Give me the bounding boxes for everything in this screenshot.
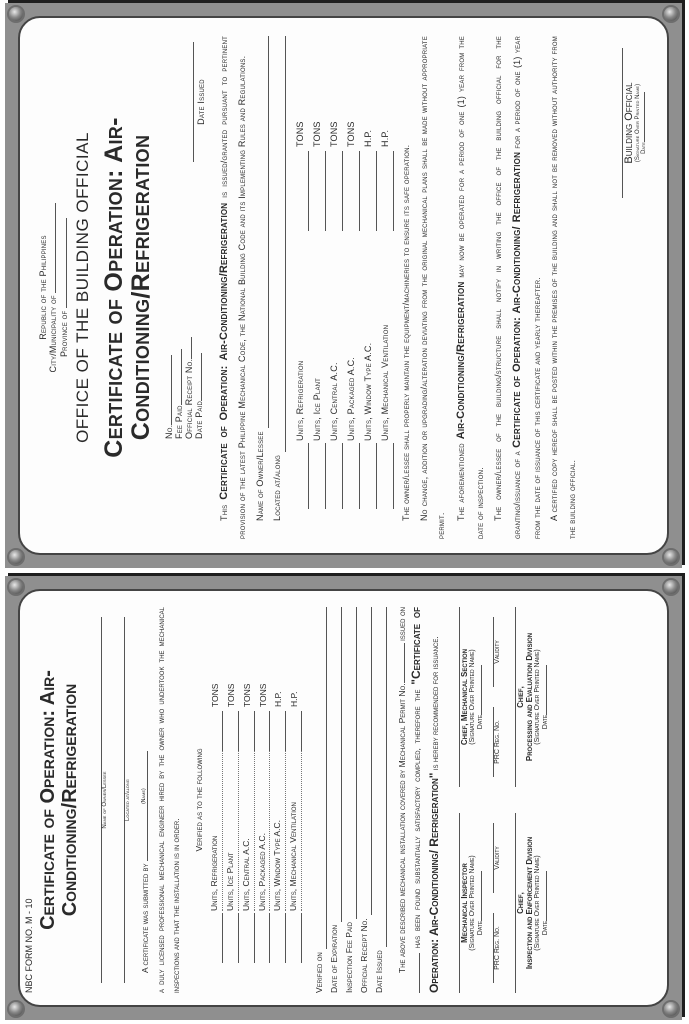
unit-capacity-field[interactable] [342, 151, 343, 231]
signatory-title: Chief, Mechanical Section [460, 648, 470, 746]
signatory-title: Chief, [515, 686, 525, 708]
owner-label: Name of Owner/Lessee [254, 431, 265, 521]
unit-row [377, 36, 394, 509]
province-field[interactable] [66, 218, 67, 308]
mechanical-inspector-signature [459, 813, 502, 993]
unit-label: Units, Central A.C. [328, 362, 339, 441]
unit-count-field[interactable] [238, 913, 239, 963]
unit-label: Units, Packaged A.C. [345, 356, 356, 441]
building-official-signature [622, 48, 647, 198]
building-official-date-field[interactable] [644, 92, 645, 142]
signatory-sub: (Signature Over Printed Name) [533, 649, 541, 745]
unit-label: Units, Mechanical Ventilation [286, 751, 302, 911]
unit-capacity-field[interactable] [285, 711, 286, 751]
verified-on-field[interactable] [312, 607, 327, 949]
signatory-sub: (Signature Over Printed Name) [533, 855, 541, 951]
located-label: Located at/along [271, 455, 282, 521]
fee-paid-label: Fee Paid [174, 405, 185, 439]
chief-mechanical-section-signature [459, 607, 502, 787]
conditions-text [398, 36, 581, 539]
units-list [292, 36, 395, 509]
official-receipt-label: Official Receipt No. [358, 918, 369, 993]
unit-measure: H.P. [273, 691, 284, 707]
date-of-expiration-label: Date of Expiration [329, 925, 340, 993]
signatory-date-field[interactable] [481, 871, 482, 921]
unit-capacity-field[interactable] [308, 151, 309, 231]
city-field[interactable] [55, 203, 56, 293]
official-receipt-label: Official Receipt No. [184, 358, 195, 439]
signatory-date-label: Date [477, 920, 485, 936]
recommendation-text-a: The above described mechanical installation covered by Mechanical Permit No. [396, 683, 407, 973]
signatory-sub: (Signature Over Printed Name) [469, 649, 477, 745]
unit-capacity-field[interactable] [301, 711, 302, 751]
unit-row [207, 607, 223, 963]
title-line-2: Conditioning/Refrigeration [127, 134, 156, 441]
owner-block [101, 607, 110, 993]
intro-paragraph [214, 36, 252, 539]
recommendation-sheet [18, 589, 669, 1007]
city-label: City/Municipality of [48, 295, 59, 373]
condition-renewal: The owner/lessee of the building/structure shall notify in writing the office of the building official for the granting/issuance of a Certificate of Operation: Air-Conditioning/ Refrigeration for a period of one (1) year from the date of issuance of this certificate and yearly thereafter. [492, 35, 542, 539]
chief-processing-evaluation-signature [515, 607, 550, 787]
unit-capacity-field[interactable] [269, 711, 270, 751]
unit-label: Units, Refrigeration [207, 751, 223, 911]
condition-posting: A certified copy hereof shall be posted within the premises of the building and shall not be removed without authority from the building official. [549, 36, 577, 539]
located-block [124, 607, 133, 993]
no-label: No. [164, 424, 175, 439]
date-issued-label: Date Issued [196, 79, 207, 125]
verified-heading: Verified as to the following [194, 748, 205, 852]
unit-capacity-field[interactable] [222, 711, 223, 751]
unit-capacity-field[interactable] [238, 711, 239, 751]
unit-measure: TONS [209, 683, 220, 707]
unit-count-field[interactable] [308, 443, 309, 509]
located-field[interactable] [269, 36, 286, 452]
validity-label: Validity [493, 823, 502, 893]
signatories-row-1 [459, 607, 502, 993]
unit-row [286, 607, 302, 963]
recommendation-text-b: issued on [396, 607, 407, 641]
owner-field[interactable] [252, 36, 269, 428]
signatory-date-field[interactable] [546, 871, 547, 921]
unit-measure: TONS [294, 121, 305, 147]
province-label: Province of [58, 310, 69, 358]
unit-capacity-field[interactable] [393, 151, 394, 231]
unit-measure: TONS [257, 683, 268, 707]
unit-count-field[interactable] [393, 443, 394, 509]
name-hint: (Name) [141, 788, 148, 804]
unit-capacity-field[interactable] [359, 151, 360, 231]
signatory-division: Processing and Evaluation Division [524, 632, 534, 762]
date-issued-label: Date Issued [373, 950, 384, 993]
unit-row [343, 36, 360, 509]
date-issued-field[interactable] [372, 607, 387, 947]
building-official-date-label: Date [641, 142, 647, 154]
condition-validity: The aforementioned Air-Conditioning/Refrigeration may now be operated for a period of one (1) year from the date of inspection. [454, 36, 486, 539]
signatory-sub: (Signature Over Printed Name) [469, 855, 477, 951]
unit-measure: TONS [328, 121, 339, 147]
unit-measure: H.P. [380, 129, 391, 147]
certificate-panel [5, 3, 682, 568]
unit-label: Units, Packaged A.C. [255, 751, 271, 911]
located-label: Located at/along [124, 779, 131, 821]
certificate-meta [165, 36, 207, 539]
issued-on-field[interactable] [419, 953, 420, 993]
inspection-fee-paid-label: Inspection Fee Paid [343, 922, 354, 993]
condition-maintenance: The owner/lessee shall properly maintain the equipment/machineries to ensure its safe operation. [401, 144, 412, 521]
unit-row [292, 36, 309, 509]
unit-row [360, 36, 377, 509]
unit-measure: H.P. [289, 691, 300, 707]
building-official-sub: (Signature Over Printed Name) [635, 83, 641, 163]
unit-count-field[interactable] [285, 913, 286, 963]
recommendation-panel [5, 576, 682, 1020]
unit-measure: TONS [241, 683, 252, 707]
unit-count-field[interactable] [325, 443, 326, 509]
inspection-fee-paid-field[interactable] [342, 607, 357, 919]
signatory-date-field[interactable] [546, 665, 547, 715]
recommendation-cert-name: "Certificate of Operation: Air-Conditioning/ Refrigeration" [409, 607, 442, 993]
signatories-row-2 [515, 607, 550, 993]
prc-reg-label: PRC Reg. No. [493, 707, 502, 777]
recommendation-paragraph [397, 607, 444, 993]
engineer-name-field[interactable] [141, 751, 148, 861]
unit-label: Units, Ice Plant [311, 377, 322, 441]
unit-row [223, 607, 239, 963]
unit-label: Units, Central A.C. [239, 751, 255, 911]
unit-count-field[interactable] [254, 913, 255, 963]
chief-inspection-enforcement-signature [515, 813, 550, 993]
fee-paid-field[interactable] [181, 349, 182, 405]
unit-count-field[interactable] [222, 913, 223, 963]
signatory-title: Mechanical Inspector [460, 863, 470, 943]
unit-measure: TONS [311, 121, 322, 147]
title-line-2: Conditioning/Refrigeration [58, 683, 81, 917]
official-receipt-field[interactable] [357, 607, 372, 915]
recommendation-text-c: has been found substantially satisfactory complied, therefore the [412, 689, 423, 949]
unit-row [255, 607, 271, 963]
title-line-1: Certificate of Operation: Air- [100, 117, 129, 458]
unit-row [309, 36, 326, 509]
date-issued-field[interactable] [193, 42, 194, 162]
unit-capacity-field[interactable] [254, 711, 255, 751]
unit-capacity-field[interactable] [376, 151, 377, 231]
intro-this: This [218, 504, 229, 521]
unit-row [270, 607, 286, 963]
unit-count-field[interactable] [301, 913, 302, 963]
recommendation-text-e: is hereby recommended for issuance. [430, 636, 441, 771]
intro-cert-name: Certificate of Operation: Air-Conditioning/Refrigeration [217, 202, 230, 500]
unit-row [326, 36, 343, 509]
date-of-expiration-field[interactable] [327, 607, 342, 922]
building-official-title: Building Official [623, 82, 635, 164]
unit-label: Units, Ice Plant [223, 751, 239, 911]
condition-no-change: No change, addition or upgrading/alteration deviating from the original mechanical plans shall be made without appropriate permit. [418, 36, 447, 539]
unit-count-field[interactable] [376, 443, 377, 509]
certificate-title [101, 36, 155, 539]
unit-capacity-field[interactable] [325, 151, 326, 231]
permit-no-field[interactable] [404, 643, 405, 683]
unit-label: Units, Refrigeration [294, 360, 305, 441]
engineer-text: a duly licensed professional mechanical engineer hired by the owner who undertook the mechanical inspections and that the installation is in order. [155, 607, 182, 993]
owner-label: Name of Owner/Lessee [102, 771, 109, 829]
certificate-header [38, 36, 69, 539]
official-receipt-field[interactable] [191, 337, 192, 359]
verified-on-label: Verified on [314, 952, 325, 993]
unit-row [239, 607, 255, 963]
date-paid-label: Date Paid [193, 400, 204, 439]
unit-measure: TONS [225, 683, 236, 707]
republic-label: Republic of the Philippines [38, 235, 48, 340]
certificate-sheet [18, 16, 669, 555]
date-paid-field[interactable] [201, 353, 202, 401]
signatory-date-label: Date [477, 714, 485, 730]
unit-measure: H.P. [363, 129, 374, 147]
intro-rest: is issued/granted pursuant to pertinent provision of the latest Philippine Mechanical Code, the National Building Code and its Implementing Rules and Regulations. [218, 35, 248, 539]
submitted-by-label: A certificate was submitted by [140, 863, 151, 973]
unit-count-field[interactable] [359, 443, 360, 509]
verified-units-list [207, 607, 302, 963]
office-title: OFFICE OF THE BUILDING OFFICIAL [73, 132, 93, 443]
unit-count-field[interactable] [342, 443, 343, 509]
signatory-date-label: Date [541, 714, 549, 730]
no-field[interactable] [171, 355, 172, 425]
signatory-date-field[interactable] [481, 665, 482, 715]
unit-label: Units, Window Type A.C. [270, 751, 286, 911]
unit-label: Units, Mechanical Ventilation [380, 324, 391, 441]
signatory-division: Inspection and Enforcement Division [524, 836, 534, 970]
validity-label: Validity [493, 617, 502, 687]
prc-reg-label: PRC Reg. No. [493, 913, 502, 983]
title-line-1: Certificate of Operation: Air- [37, 670, 60, 930]
verification-fields [312, 607, 386, 993]
unit-label: Units, Window Type A.C. [363, 342, 374, 441]
signatory-date-label: Date [541, 920, 549, 936]
form-number: NBC FORM NO. M - 10 [24, 898, 34, 993]
unit-count-field[interactable] [269, 913, 270, 963]
signatory-title: Chief, [515, 892, 525, 914]
engineer-paragraph [138, 607, 184, 993]
application-title [38, 607, 81, 993]
unit-measure: TONS [345, 121, 356, 147]
